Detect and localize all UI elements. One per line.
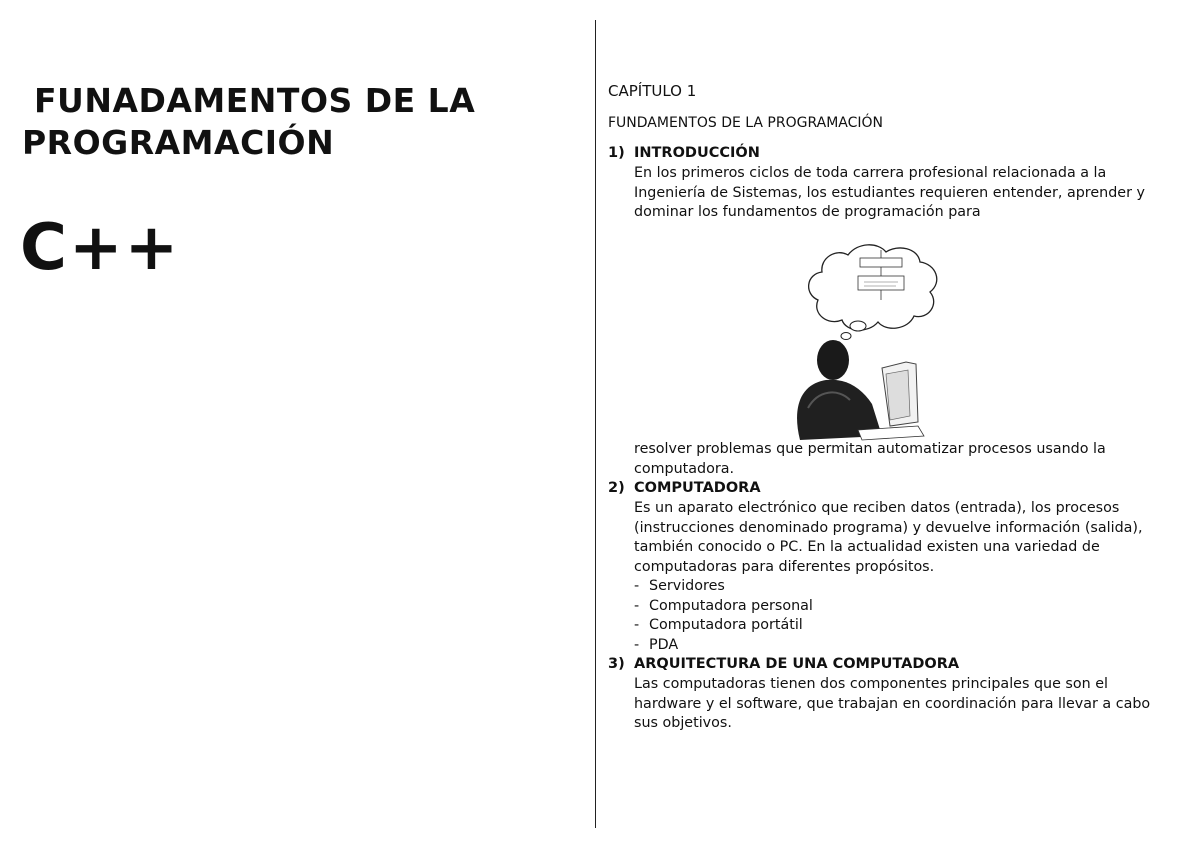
chapter-subtitle: FUNDAMENTOS DE LA PROGRAMACIÓN: [608, 115, 883, 131]
list-item: - Servidores: [634, 578, 725, 594]
section-text: Es un aparato electrónico que reciben datos (entrada), los procesos (instrucciones denominado programa) y devuelve información (salida), también conocido o PC. En la actualidad existen una variedad de computadoras para diferentes propósitos.: [634, 500, 1143, 575]
list-item: - Computadora portátil: [634, 617, 803, 633]
cover-title-line-1: FUNADAMENTOS DE LA: [34, 81, 476, 120]
language-label: C++: [20, 211, 181, 285]
programmer-illustration: [778, 240, 948, 445]
section-text-continued: resolver problemas que permitan automatizar procesos usando la computadora.: [634, 441, 1106, 477]
cover-title-line-2: PROGRAMACIÓN: [22, 123, 335, 162]
computer-types-list: [634, 577, 813, 655]
section-text: Las computadoras tienen dos componentes principales que son el hardware y el software, que trabajan en coordinación para llevar a cabo sus objetivos.: [634, 676, 1151, 731]
section-heading-computadora: [608, 479, 761, 499]
section-title: ARQUITECTURA DE UNA COMPUTADORA: [634, 656, 960, 672]
cover-panel: [0, 0, 595, 848]
section-heading-introduccion: [608, 144, 760, 164]
page-divider: [595, 20, 596, 828]
section-title: COMPUTADORA: [634, 480, 761, 496]
section-number: 1): [608, 145, 625, 161]
chapter-label: CAPÍTULO 1: [608, 82, 697, 100]
list-item: - PDA: [634, 636, 679, 653]
cover-title: [22, 80, 582, 164]
section-text: En los primeros ciclos de toda carrera profesional relacionada a la Ingeniería de Sistemas, los estudiantes requieren entender, aprender y dominar los fundamentos de programación para: [634, 165, 1145, 220]
section-heading-arquitectura: [608, 655, 959, 675]
section-number: 2): [608, 480, 625, 496]
list-item: - Computadora personal: [634, 597, 813, 614]
section-title: INTRODUCCIÓN: [634, 145, 760, 161]
section-number: 3): [608, 656, 625, 672]
